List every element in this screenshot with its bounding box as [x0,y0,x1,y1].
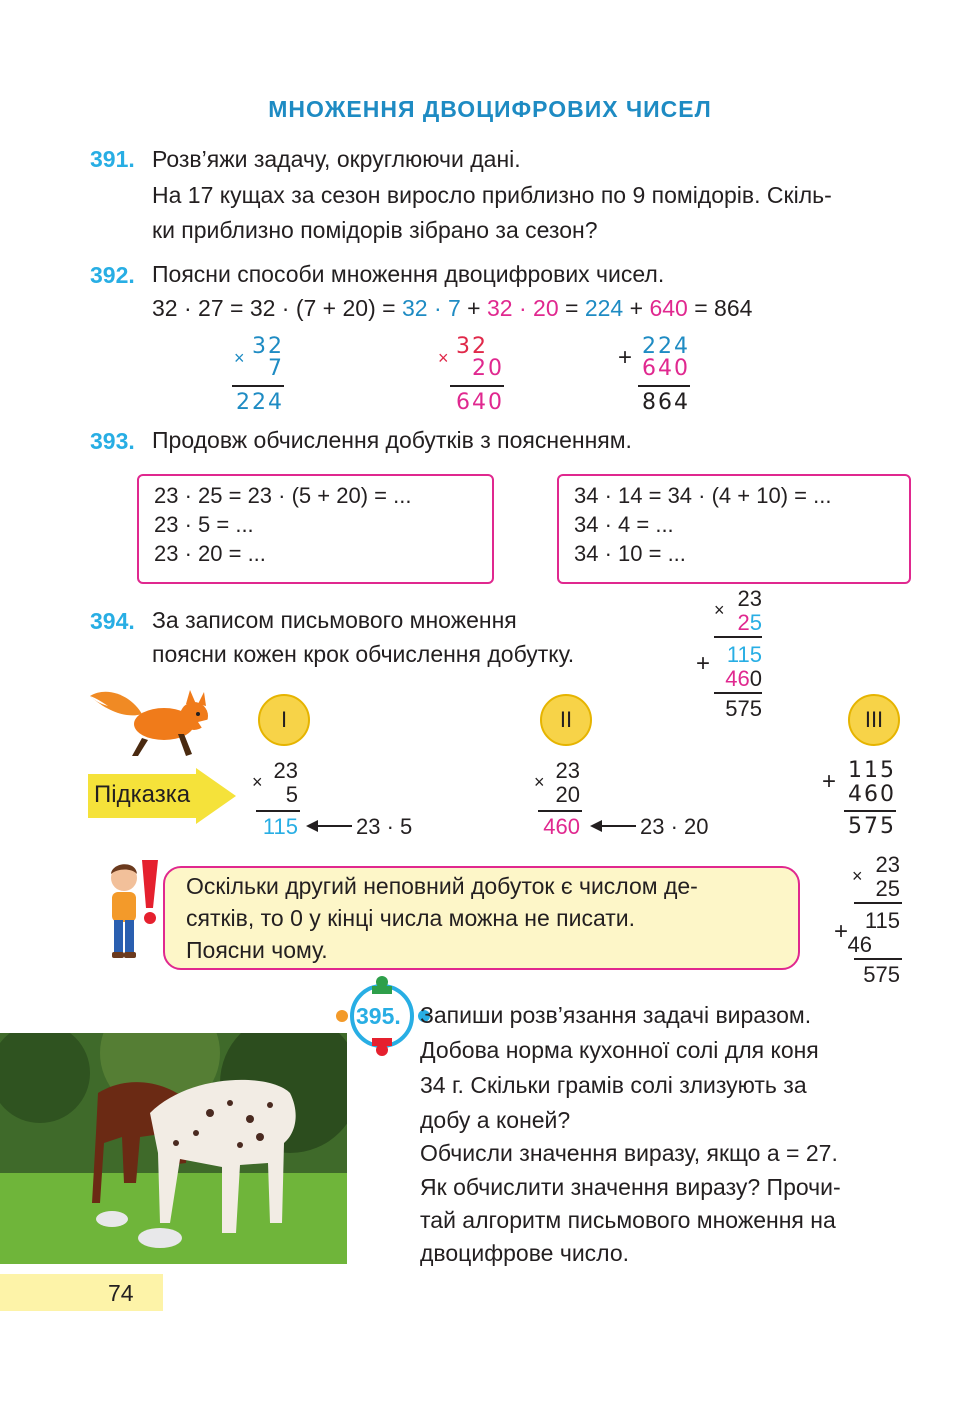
box2-line-1: 34 · 14 = 34 · (4 + 10) = ... [574,483,832,508]
ex395-line-7: тай алгоритм письмового множення на [420,1207,836,1233]
horses-photo [0,1033,347,1264]
ex392-line-1: Поясни способи множення двоцифрових чисел. [152,261,665,287]
column-multiplication-short: × 23 25 + 115 46 575 [834,852,900,987]
exercise-number-394: 394. [90,608,135,634]
ex395-line-2: Добова норма кухонної солі для коня [420,1037,819,1063]
hint-label: Підказка [94,781,191,808]
ex395-line-8: двоцифрове число. [420,1240,630,1266]
page-title: МНОЖЕННЯ ДВОЦИФРОВИХ ЧИСЕЛ [268,96,712,122]
ex393-line-1: Продовж обчислення добутків з поясненням. [152,427,632,453]
left-arrow-icon [590,818,636,834]
ex395-line-3: 34 г. Скільки грамів солі злизують за [420,1072,807,1098]
ex391-line-2: На 17 кущах за сезон виросло приблизно по 9 помідорів. Скіль- [152,182,832,208]
exercise-number-391: 391. [90,146,135,172]
ex391-line-1: Розв’яжи задачу, округлюючи дані. [152,146,521,172]
note-line-1: Оскільки другий неповний добуток є числом де- [186,873,698,899]
exercise-number-392: 392. [90,262,135,288]
page-number: 74 [108,1280,134,1306]
column-multiplication-32x20: × 32 20 640 [438,334,504,415]
ex391-line-3: ки приблизно помідорів зібрано за сезон? [152,217,598,243]
ex392-equation: 32 · 27 = 32 · (7 + 20) = 32 · 7 + 32 · 20 = 224 + 640 = 864 [152,295,753,321]
step-badge-2: II [540,694,592,746]
ex395-line-4: добу a коней? [420,1107,571,1133]
column-addition-224-640: + 224 640 864 [618,334,690,415]
column-multiplication-32x7: × 32 7 224 [234,334,284,415]
boy-illustration [104,858,162,962]
note-line-2: сятків, то 0 у кінці числа можна не писати. [186,905,636,931]
ex395-line-5: Обчисли значення виразу, якщо a = 27. [420,1140,838,1166]
fox-illustration [86,684,216,760]
step-3-calc: + 115 460 575 [822,758,896,839]
box2-line-2: 34 · 4 = ... [574,512,674,537]
exercise-number-393: 393. [90,428,135,454]
step-badge-1: I [258,694,310,746]
step-badge-3: III [848,694,900,746]
page-number-bar [0,1274,163,1311]
step-1-calc: × 23 5 115 [252,758,298,839]
note-line-3: Поясни чому. [186,937,328,963]
ex394-line-1: За записом письмового множення [152,607,517,633]
box1-line-2: 23 · 5 = ... [154,512,254,537]
ex394-line-2: поясни кожен крок обчислення добутку. [152,641,575,667]
column-multiplication-23x25: × 23 25 + 115 460 575 [696,586,762,721]
box2-line-3: 34 · 10 = ... [574,541,686,566]
left-arrow-icon [306,818,352,834]
box1-line-3: 23 · 20 = ... [154,541,266,566]
step-2-calc: × 23 20 460 [534,758,580,839]
exercise-number-395: 395. [356,1003,401,1029]
step-2-explain: 23 · 20 [640,814,709,839]
ex395-line-6: Як обчислити значення виразу? Прочи- [420,1174,841,1200]
ex395-line-1: Запиши розв’язання задачі виразом. [420,1002,812,1028]
step-1-explain: 23 · 5 [356,814,413,839]
box1-line-1: 23 · 25 = 23 · (5 + 20) = ... [154,483,412,508]
